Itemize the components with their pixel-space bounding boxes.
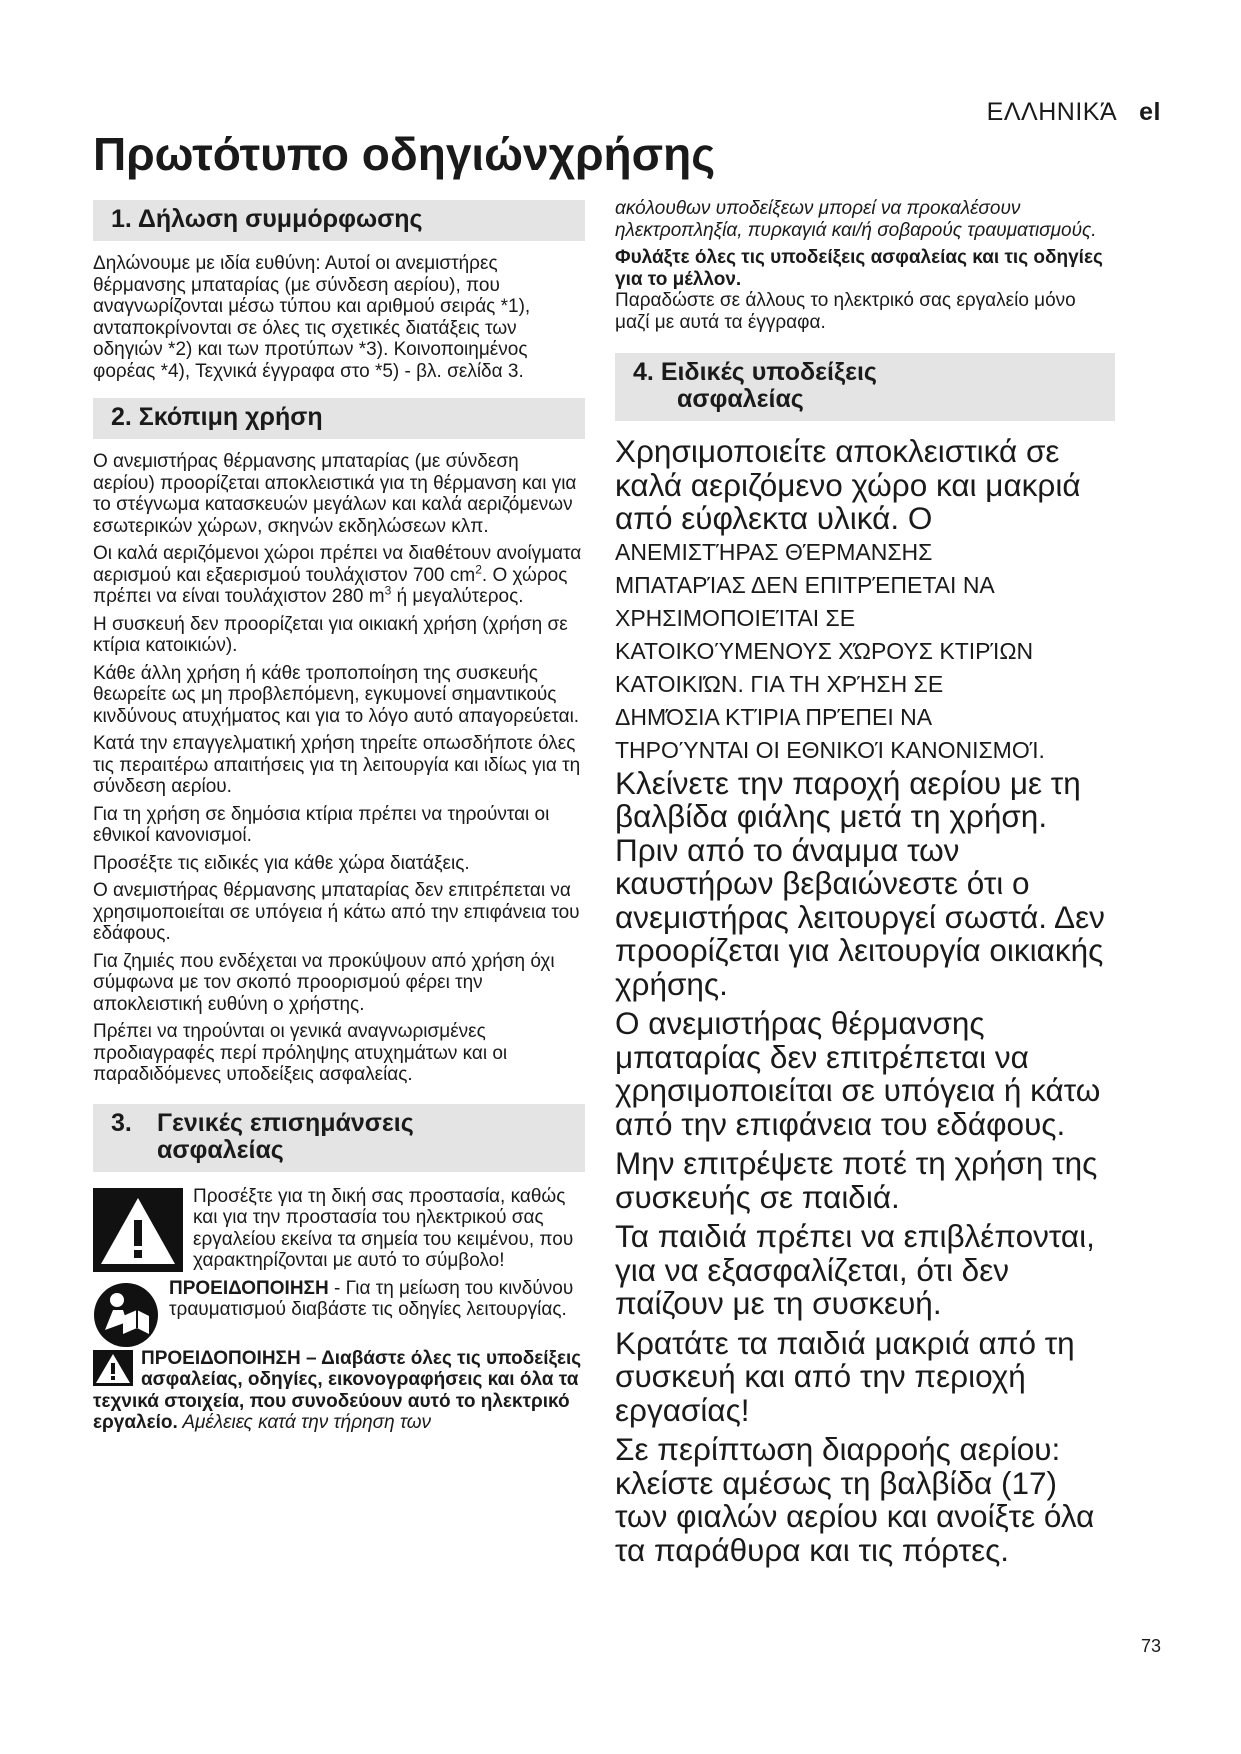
special-safety-4: Μην επιτρέψετε ποτέ τη χρήση της συσκευής σε παιδιά. xyxy=(615,1145,1098,1215)
section-2-paragraph: Προσέξτε τις ειδικές για κάθε χώρα διατάξεις. xyxy=(93,852,470,874)
special-safety-1: Χρησιμοποιείτε αποκλειστικά σε καλά αεριζόμενο χώρο και μακριά από εύφλεκτα υλικά. Ο xyxy=(615,433,1081,536)
section-3-heading: 3. Γενικές επισημάνσεις ασφαλείας xyxy=(93,1104,585,1172)
warning-triangle-icon xyxy=(93,1188,183,1272)
warning-triangle-small-icon xyxy=(93,1350,133,1386)
section-2-paragraph: Η συσκευή δεν προορίζεται για οικιακή χρήση (χρήση σε κτίρια κατοικιών). xyxy=(93,613,568,656)
read-manual-note: ΠΡΟΕΙΔΟΠΟΙΗΣΗ - Για τη μείωση του κινδύνου τραυματισμού διαβάστε τις οδηγίες λειτουργίας. xyxy=(93,1278,585,1321)
language-code: el xyxy=(1139,98,1161,126)
section-4-heading: 4. Ειδικές υποδείξεις ασφαλείας xyxy=(615,353,1115,421)
section-2-paragraph: Κατά την επαγγελματική χρήση τηρείτε οπωσδήποτε όλες τις περαιτέρω απαιτήσεις για τη λειτουργία και ιδίως για τη σύνδεση αερίου. xyxy=(93,733,581,797)
language-label: ΕΛΛΗΝΙΚΆ xyxy=(986,98,1118,126)
special-safety-caps: ΑΝΕΜΙΣΤΉΡΑΣ ΘΈΡΜΑΝΣΗΣ ΜΠΑΤΑΡΊΑΣ ΔΕΝ ΕΠΙΤΡΈΠΕΤΑΙ ΝΑ ΧΡΗΣΙΜΟΠΟΙΕΊΤΑΙ ΣΕ ΚΑΤΟΙΚΟΎΜΕΝΟΥΣ ΧΏΡΟΥΣ ΚΤΙΡΊΩΝ ΚΑΤΟΙΚΙΏΝ. ΓΙΑ ΤΗ ΧΡΉΣΗ ΣΕ ΔΗΜΌΣΙΑ ΚΤΊΡΙΑ ΠΡΈΠΕΙ ΝΑ ΤΗΡΟΎΝΤΑΙ ΟΙ ΕΘΝΙΚΟΊ ΚΑΝΟΝΙΣΜΟΊ. xyxy=(615,538,1045,763)
general-warning-note: ΠΡΟΕΙΔΟΠΟΙΗΣΗ – Διαβάστε όλες τις υποδείξεις ασφαλείας, οδηγίες, εικονογραφήσεις και όλα τα τεχνικά στοιχεία, που συνοδεύουν αυτό το ηλεκτρικό εργαλείο. Αμέλειες κατά την τήρηση των xyxy=(93,1347,582,1433)
left-column xyxy=(93,200,585,1440)
special-safety-2: Κλείνετε την παροχή αερίου με τη βαλβίδα φιάλης μετά τη χρήση. Πριν από το άναμμα των καυστήρων βεβαιώνεστε ότι ο ανεμιστήρας λειτουργεί σωστά. Δεν προορίζεται για λειτουργία οικιακής χρήσης. xyxy=(615,764,1105,1002)
warning-continuation: ακόλουθων υποδείξεων μπορεί να προκαλέσουν ηλεκτροπληξία, πυρκαγιά και/ή σοβαρούς τραυματισμούς. xyxy=(615,198,1097,241)
section-2-paragraph: Οι καλά αεριζόμενοι χώροι πρέπει να διαθέτουν ανοίγματα αερισμού και εξαερισμού τουλάχιστον 700 $cm^2$. Ο χώρος πρέπει να είναι τουλάχιστον 280 $m^3$ ή μεγαλύτερος. xyxy=(93,543,582,607)
section-1-heading: 1. Δήλωση συμμόρφωσης xyxy=(93,200,585,241)
keep-instructions: Φυλάξτε όλες τις υποδείξεις ασφαλείας και τις οδηγίες για το μέλλον. Παραδώστε σε άλλους το ηλεκτρικό σας εργαλείο μόνο μαζί με αυτά τα έγγραφα. xyxy=(615,247,1103,333)
section-1-text: Δηλώνουμε με ιδία ευθύνη: Αυτοί οι ανεμιστήρες θέρμανσης μπαταρίας (με σύνδεση αερίου), που αναγνωρίζονται μέσω τύπου και αριθμού σειράς *1), ανταποκρίνονται σε όλες τις σχετικές διατάξεις των οδηγιών *2) και των προτύπων *3). Κοινοποιημένος φορέας *4), Τεχνικά έγγραφα στο *5) - βλ. σελίδα 3. xyxy=(93,253,531,382)
right-column xyxy=(615,200,1115,1573)
section-2-paragraph: Ο ανεμιστήρας θέρμανσης μπαταρίας δεν επιτρέπεται να χρησιμοποιείται σε υπόγεια ή κάτω από την επιφάνεια του εδάφους. xyxy=(93,880,580,944)
section-2-paragraph: Για ζημιές που ενδέχεται να προκύψουν από χρήση όχι σύμφωνα με τον σκοπό προορισμού φέρει την αποκλειστική ευθύνη ο χρήστης. xyxy=(93,950,555,1015)
page-title: Πρωτότυπο οδηγιώνχρήσης xyxy=(93,128,716,180)
section-2-paragraph: Για τη χρήση σε δημόσια κτίρια πρέπει να τηρούνται οι εθνικοί κανονισμοί. xyxy=(93,803,550,846)
language-header xyxy=(987,98,1161,127)
section-2-paragraph: Ο ανεμιστήρας θέρμανσης μπαταρίας (με σύνδεση αερίου) προορίζεται αποκλειστικά για τη θέρμανση και για το στέγνωμα κατασκευών μεγάλων και καλά αεριζόμενων εσωτερικών χώρων, σκηνών εκδηλώσεων κλπ. xyxy=(93,451,577,537)
section-2-paragraph: Κάθε άλλη χρήση ή κάθε τροποποίηση της συσκευής θεωρείτε ως μη προβλεπόμενη, εγκυμονεί σημαντικούς κινδύνους ατυχήματος και για το λόγο αυτό απαγορεύεται. xyxy=(93,662,580,727)
read-manual-icon xyxy=(93,1282,159,1348)
special-safety-5: Τα παιδιά πρέπει να επιβλέπονται, για να εξασφαλίζεται, ότι δεν παίζουν με τη συσκευή. xyxy=(615,1218,1095,1321)
section-2-heading: 2. Σκόπιμη χρήση xyxy=(93,398,585,439)
special-safety-7: Σε περίπτωση διαρροής αερίου: κλείστε αμέσως τη βαλβίδα (17) των φιαλών αερίου και ανοίξτε όλα τα παράθυρα και τις πόρτες. xyxy=(615,1431,1095,1568)
special-safety-3: Ο ανεμιστήρας θέρμανσης μπαταρίας δεν επιτρέπεται να χρησιμοποιείται σε υπόγεια ή κάτω από την επιφάνεια του εδάφους. xyxy=(615,1005,1101,1142)
section-2-paragraph: Πρέπει να τηρούνται οι γενικά αναγνωρισμένες προδιαγραφές περί πρόληψης ατυχημάτων και οι παραδιδόμενες υποδείξεις ασφαλείας. xyxy=(93,1021,508,1085)
page-number: 73 xyxy=(1140,1636,1161,1656)
safety-symbol-note: Προσέξτε για τη δική σας προστασία, καθώς και για την προστασία του ηλεκτρικού σας εργαλείου εκείνα τα σημεία του κειμένου, που χαρακτηρίζονται με αυτό το σύμβολο! xyxy=(93,1186,585,1272)
special-safety-6: Κρατάτε τα παιδιά μακριά από τη συσκευή και από την περιοχή εργασίας! xyxy=(615,1324,1075,1428)
